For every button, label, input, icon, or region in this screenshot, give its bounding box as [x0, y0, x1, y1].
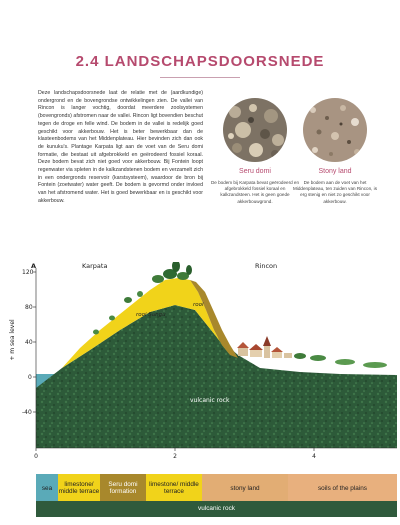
x-ticks: [36, 448, 314, 451]
ytick-40: 40: [25, 339, 33, 346]
ytick-120: 120: [22, 269, 34, 276]
legend-limestone-2-label: limestone/ middle terrace: [149, 481, 199, 495]
rooi-label: rooi: [193, 302, 204, 308]
xtick-2: 2: [173, 453, 177, 460]
title-divider: [160, 77, 240, 78]
seru-domi-photo: [223, 98, 287, 162]
karpata-label: Karpata: [82, 262, 108, 270]
legend-limestone-1: [58, 474, 100, 502]
page-title: 2.4 LANDSCHAPSDOORSNEDE: [75, 53, 325, 70]
legend-stony-land-label: stony land: [230, 484, 260, 492]
legend-seru-domi-label: Seru domi formation: [108, 481, 138, 495]
legend-limestone-1-label: limestone/ middle terrace: [58, 481, 100, 495]
ytick-minus40: -40: [22, 409, 32, 416]
stony-land-photo: [303, 98, 367, 162]
y-axis-label: + m sea level: [9, 319, 16, 361]
rincon-label: Rincon: [255, 262, 278, 270]
xtick-0: 0: [34, 453, 38, 460]
vulcanic-rock-label: vulcanic rock: [190, 397, 230, 404]
section-letter: A: [31, 262, 37, 270]
ytick-80: 80: [25, 304, 33, 311]
legend-soils-plains: [288, 474, 397, 502]
legend-soils-plains-label: soils of the plains: [317, 484, 368, 492]
seru-domi-caption-title: Seru domi: [239, 168, 271, 175]
y-ticks: [33, 272, 36, 412]
cross-section-diagram: [0, 262, 400, 462]
legend-seru-domi: [100, 474, 146, 502]
legend-stony-land: [202, 474, 288, 502]
rooi-sangu-label: rooi Sangu: [136, 312, 166, 318]
stony-land-caption-text: De bodem aan de voet van het Middenplateau, ten zuiden van Rincon, is erg stenig en niet zo geschikt voor akkerbouw.: [292, 180, 378, 204]
legend-sea-label: sea: [41, 484, 53, 492]
body-paragraph: Deze landschapsdoorsnede laat de relatie met de (aardkundige) ondergrond en de bovengrondse ontwikkelingen zien. De vallei van Rincon is langer vochtig, doordat meerdere zoolsystemen (bovengronds) afstromen naar de vallei. Rincon ligt bovendien beschut tegen de droge en felle wind. De bodem in de vallei is redelijk goed geschikt voor akkerbouw. Het is beter bewerkbaar dan de klasteenbodems van het Middenplateau. Hier bevinden zich dan ook de kunuku's. Plantage Karpata ligt aan de voet van de Seru domi formatie, die bestaat uit afgebrokkeld en geërodeerd fossiel koraal. Deze bodem bevat zich niet goed voor akkerbouw. Bij Fontein loopt regenwater via spleten in de kalkzandstenen bodem en verzamelt zich in een ondergronds reservoir (karstsysteem), waardoor de bron bij Fontein (zoetwater) water geeft. De bodem is gevormd onder invloed van het afstromend water. Het is goed bewerkbaar en is geschikt voor akkerbouw.: [38, 90, 203, 204]
legend-limestone-2: [146, 474, 202, 502]
rincon-village: [237, 336, 387, 368]
stony-land-caption-title: Stony land: [318, 168, 352, 175]
legend-vulcanic-rock-label: vulcanic rock: [198, 505, 235, 512]
ytick-0: 0: [28, 374, 32, 381]
xtick-4: 4: [312, 453, 316, 460]
seru-domi-caption-text: De bodem bij Karpata bevat geërodeerd en afgebrokkeld fossiel koraal en kalkzandsteen. Het is geen goede akkerbouwgrond.: [210, 180, 300, 204]
legend-sea: [36, 474, 58, 502]
legend-vulcanic-rock: [36, 501, 397, 517]
